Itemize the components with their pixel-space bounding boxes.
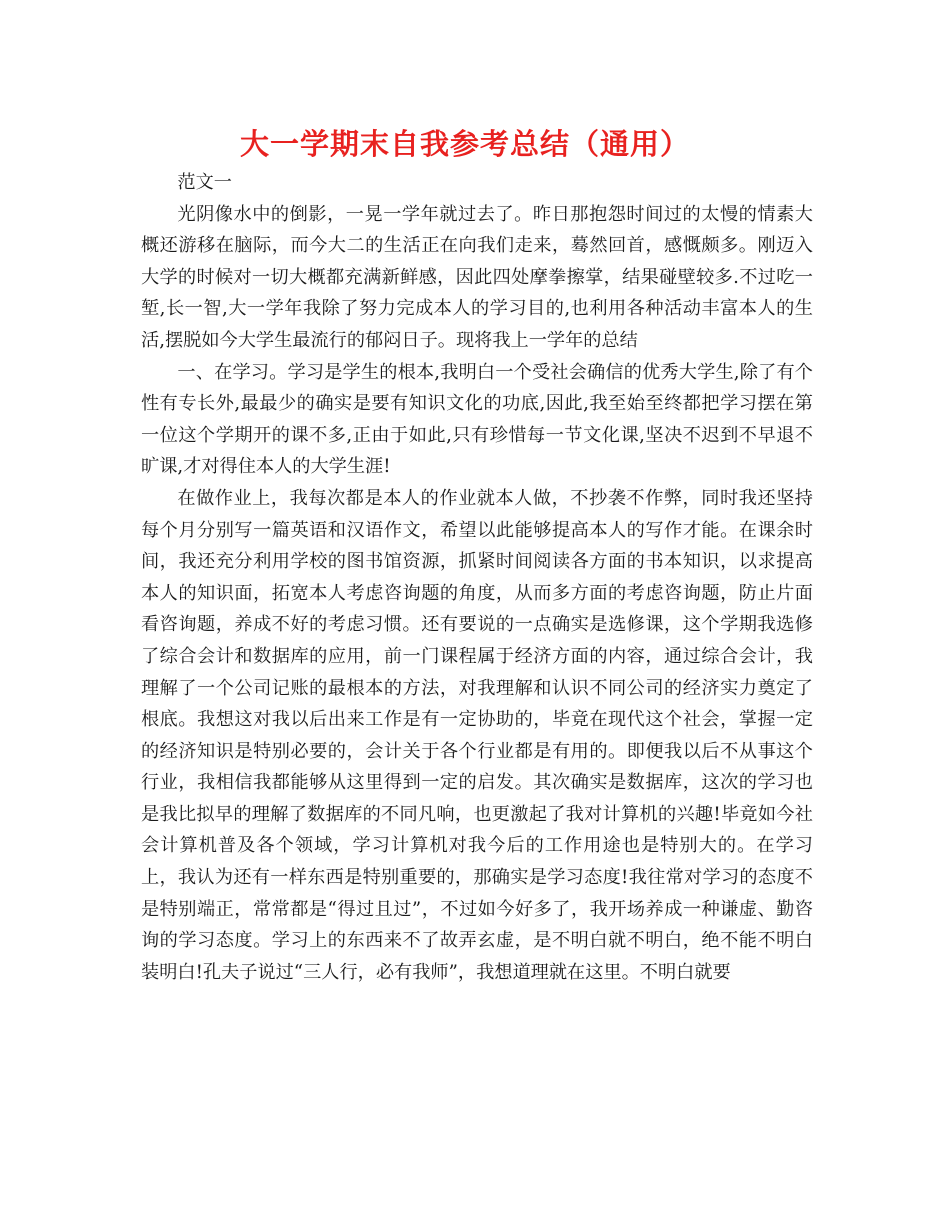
document-body	[141, 167, 813, 988]
paragraph-study: 一、在学习。学习是学生的根本,我明白一个受社会确信的优秀大学生,除了有个性有专长外,最最少的确实是要有知识文化的功底,因此,我至始至终都把学习摆在第一位这个学期开的课不多,正由于如此,只有珍惜每一节文化课,坚决不迟到不早退不旷课,才对得住本人的大学生涯!	[141, 361, 813, 478]
document-title: 大一学期末自我参考总结（通用）	[239, 127, 690, 161]
paragraph-intro: 光阴像水中的倒影，一晃一学年就过去了。昨日那抱怨时间过的太慢的情素大概还游移在脑际，而今大二的生活正在向我们走来，蓦然回首，感慨颇多。刚迈入大学的时候对一切大概都充满新鲜感，因此四处摩拳擦掌，结果碰壁较多.不过吃一堑,长一智,大一学年我除了努力完成本人的学习目的,也利用各种活动丰富本人的生活,摆脱如今大学生最流行的郁闷日子。现将我上一学年的总结	[141, 203, 813, 351]
paragraph-sample-label: 范文一	[177, 172, 232, 193]
paragraph-homework: 在做作业上，我每次都是本人的作业就本人做，不抄袭不作弊，同时我还坚持每个月分别写一篇英语和汉语作文，希望以此能够提高本人的写作才能。在课余时间，我还充分利用学校的图书馆资源，抓紧时间阅读各方面的书本知识，以求提高本人的知识面，拓宽本人考虑咨询题的角度，从而多方面的考虑咨询题，防止片面看咨询题，养成不好的考虑习惯。还有要说的一点确实是选修课，这个学期我选修了综合会计和数据库的应用，前一门课程属于经济方面的内容，通过综合会计，我理解了一个公司记账的最根本的方法，对我理解和认识不同公司的经济实力奠定了根底。我想这对我以后出来工作是有一定协助的，毕竟在现代这个社会，掌握一定的经济知识是特别必要的，会计关于各个行业都是有用的。即便我以后不从事这个行业，我相信我都能够从这里得到一定的启发。其次确实是数据库，这次的学习也是我比拟早的理解了数据库的不同凡响，也更激起了我对计算机的兴趣!毕竟如今社会计算机普及各个领域，学习计算机对我今后的工作用途也是特别大的。在学习上，我认为还有一样东西是特别重要的，那确实是学习态度!我往常对学习的态度不是特别端正，常常都是“得过且过”，不过如今好多了，我开场养成一种谦虚、勤咨询的学习态度。学习上的东西来不了故弄玄虚，是不明白就不明白，绝不能不明白装明白!孔夫子说过“三人行，必有我师”，我想道理就在这里。不明白就要	[141, 487, 813, 983]
